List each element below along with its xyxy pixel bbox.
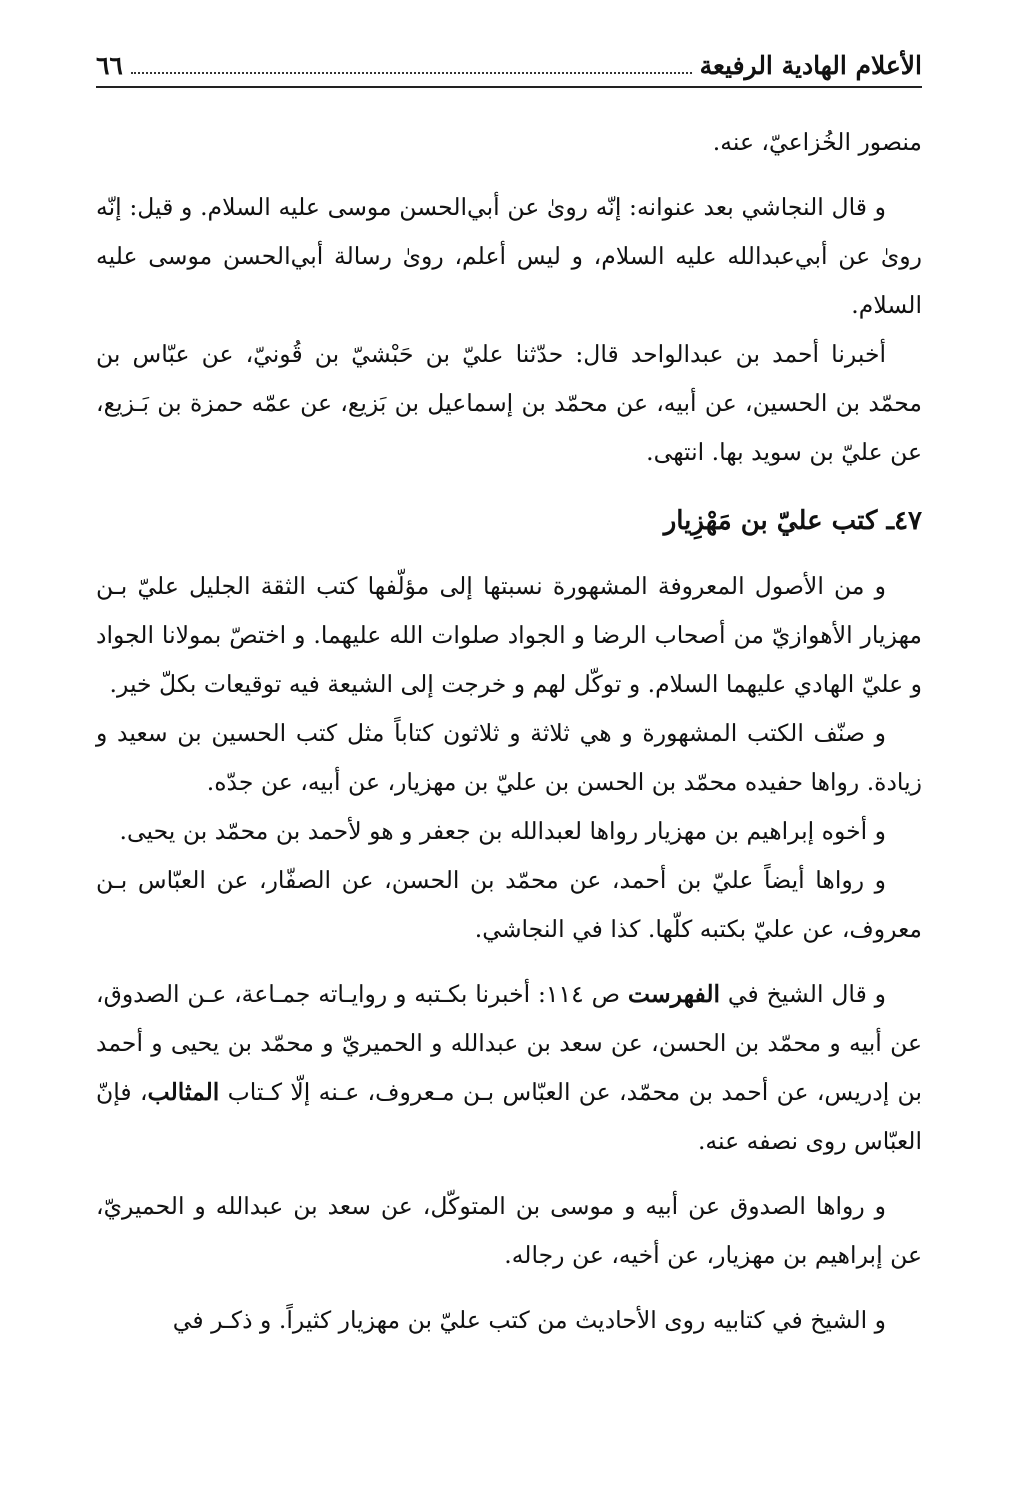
page-body [96, 118, 922, 1345]
paragraph: منصور الخُزاعيّ، عنه. [712, 128, 922, 156]
page-number: ٦٦ [96, 51, 123, 80]
paragraph: و أخوه إبراهيم بن مهزيار رواها لعبدالله بن جعفر و هو لأحمد بن محمّد بن يحيى. [119, 817, 886, 845]
paragraph: و رواها أيضاً عليّ بن أحمد، عن محمّد بن الحسن، عن الصفّار، عن العبّاس بـن معروف، عن عليّ بكتبه كلّها. كذا في النجاشي. [96, 866, 922, 943]
paragraph: و قال النجاشي بعد عنوانه: إنّه روىٰ عن أبي‌الحسن موسى‌ عليه السلام. و قيل: إنّه روىٰ عن أبي‌عبدالله‌ عليه السلام، و ليس أعلم، روىٰ رسالة أبي‌الحسن موسى‌ عليه السلام. [96, 193, 922, 319]
paragraph: و الشيخ في كتابيه روى الأحاديث من كتب عليّ بن مهزيار كثيراً. و ذكـر في [172, 1306, 886, 1334]
text-run: و قال الشيخ في [720, 980, 887, 1008]
running-title: الأعلام الهادية الرفيعة [699, 51, 922, 80]
paragraph: و رواها الصدوق عن أبيه و موسى بن المتوكّل، عن سعد بن عبدالله و الحميريّ، عن إبراهيم بن مهزيار، عن أخيه، عن رجاله. [96, 1192, 922, 1269]
paragraph [96, 970, 922, 1166]
page-header [96, 48, 922, 88]
book-title: الفهرست [627, 980, 721, 1008]
text-run: ص ١١٤: أخبرنا بكـتبه و روايـاته جمـاعة، عـن الصدوق، عن أبيه و محمّد بن الحسن، عن سعد بن عبدالله و الحميريّ و محمّد بن يحيى و أحمد بن إدريس، عن أحمد بن محمّد، عن العبّاس بـن مـعروف، عـنه إلّا كـتاب [96, 980, 922, 1106]
paragraph: أخبرنا أحمد بن عبدالواحد قال: حدّثنا عليّ بن حَبْشيّ بن قُونيّ، عن عبّاس بن محمّد بن الحسين، عن أبيه، عن محمّد بن إسماعيل بن بَزيع، عن عمّه حمزة بن بَـزيع، عن عليّ بن سويد بها. انتهى. [96, 340, 922, 466]
book-title: المثالب [147, 1078, 220, 1106]
text-run: ، فإنّ العبّاس روى نصفه عنه. [96, 1078, 922, 1155]
section-heading: ٤٧ـ كتب عليّ بن مَهْزِيار [663, 506, 922, 536]
paragraph: و من الأصول المعروفة المشهورة نسبتها إلى مؤلّفها كتب الثقة الجليل عليّ بـن مهزيار الأهوازيّ من أصحاب الرضا و الجواد صلوات الله عليهما. و اختصّ بمولانا الجواد و عليّ الهادي‌ عليهما السلام. و توكّل لهم و خرجت إلى الشيعة فيه توقيعات بكلّ خير. [96, 572, 922, 698]
paragraph: و صنّف الكتب المشهورة و هي ثلاثة و ثلاثون كتاباً مثل كتب الحسين بن سعيد و زيادة. رواها حفيده محمّد بن الحسن بن عليّ بن مهزيار، عن أبيه، عن جدّه. [96, 719, 922, 796]
header-leader-dots [131, 72, 692, 74]
